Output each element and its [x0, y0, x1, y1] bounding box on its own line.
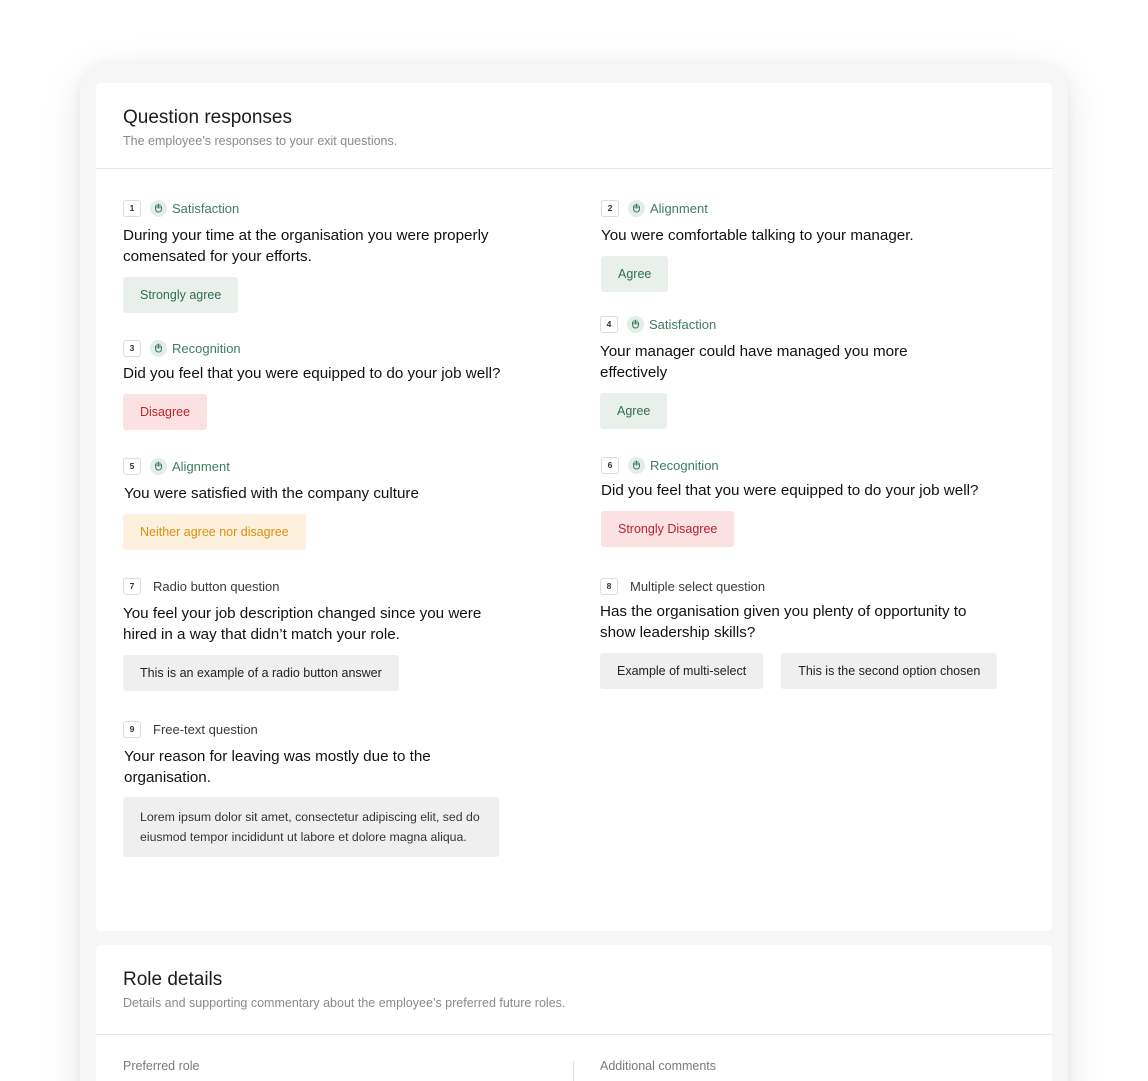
question-category: Recognition: [172, 340, 241, 356]
question-category: Alignment: [172, 458, 230, 474]
question-number: 7: [123, 578, 141, 595]
section-title: Role details: [123, 969, 223, 990]
question-text: During your time at the organisation you were properly comensated for your efforts.: [123, 227, 489, 265]
question-item: [123, 339, 543, 430]
question-number: 6: [601, 457, 619, 474]
answer-badge: This is an example of a radio button answer: [123, 655, 399, 691]
question-text: Did you feel that you were equipped to do your job well?: [601, 482, 979, 499]
question-text: You were satisfied with the company culture: [124, 485, 419, 502]
hand-icon: [150, 340, 167, 357]
answer-badge: Strongly agree: [123, 277, 238, 313]
answer-badge: Example of multi-select: [600, 653, 763, 689]
question-number: 1: [123, 200, 141, 217]
question-item: [601, 456, 1021, 547]
question-number: 8: [600, 578, 618, 595]
section-divider: [96, 168, 1052, 169]
section-divider: [96, 1034, 1052, 1035]
hand-icon: [628, 200, 645, 217]
question-number: 2: [601, 200, 619, 217]
section-title: Question responses: [123, 107, 292, 128]
question-text: Your reason for leaving was mostly due to the organisation.: [124, 748, 431, 786]
question-number: 9: [123, 721, 141, 738]
answer-badge: Neither agree nor disagree: [123, 514, 306, 550]
answer-free-text: Lorem ipsum dolor sit amet, consectetur adipiscing elit, sed do eiusmod tempor incididunt ut labore et dolore magna aliqua.: [123, 797, 499, 857]
answer-badge: Agree: [600, 393, 667, 429]
question-category: Free-text question: [153, 721, 258, 737]
answer-badge: Agree: [601, 256, 668, 292]
answer-badge: Disagree: [123, 394, 207, 430]
question-item: [600, 315, 940, 429]
question-category: Satisfaction: [649, 316, 717, 332]
role-details-card: [96, 945, 1052, 1081]
question-text: You were comfortable talking to your manager.: [601, 227, 914, 244]
hand-icon: [628, 457, 645, 474]
question-category: Satisfaction: [172, 200, 240, 216]
question-item: [600, 577, 1040, 689]
question-item: [123, 199, 523, 313]
question-item: [123, 720, 523, 857]
question-category: Recognition: [650, 457, 719, 473]
question-number: 4: [600, 316, 618, 333]
question-text: Did you feel that you were equipped to do your job well?: [123, 365, 501, 382]
section-subtitle: Details and supporting commentary about the employee’s preferred future roles.: [123, 996, 566, 1010]
answer-badge: Strongly Disagree: [601, 511, 734, 547]
question-item: [601, 199, 1021, 292]
question-item: [123, 577, 513, 691]
question-responses-card: [96, 83, 1052, 931]
question-text: Your manager could have managed you more effectively: [600, 343, 908, 381]
preferred-role-label: Preferred role: [123, 1059, 200, 1073]
hand-icon: [627, 316, 644, 333]
question-category: Radio button question: [153, 578, 280, 594]
hand-icon: [150, 458, 167, 475]
question-item: [123, 457, 543, 550]
column-divider: [573, 1061, 574, 1081]
question-category: Multiple select question: [630, 578, 766, 594]
answer-badge: This is the second option chosen: [781, 653, 997, 689]
question-number: 5: [123, 458, 141, 475]
question-text: You feel your job description changed since you were hired in a way that didn’t match your role.: [123, 605, 482, 643]
question-category: Alignment: [650, 200, 708, 216]
section-subtitle: The employee’s responses to your exit questions.: [123, 134, 398, 148]
hand-icon: [150, 200, 167, 217]
question-text: Has the organisation given you plenty of opportunity to show leadership skills?: [600, 603, 967, 641]
question-number: 3: [123, 340, 141, 357]
additional-comments-label: Additional comments: [600, 1059, 717, 1073]
